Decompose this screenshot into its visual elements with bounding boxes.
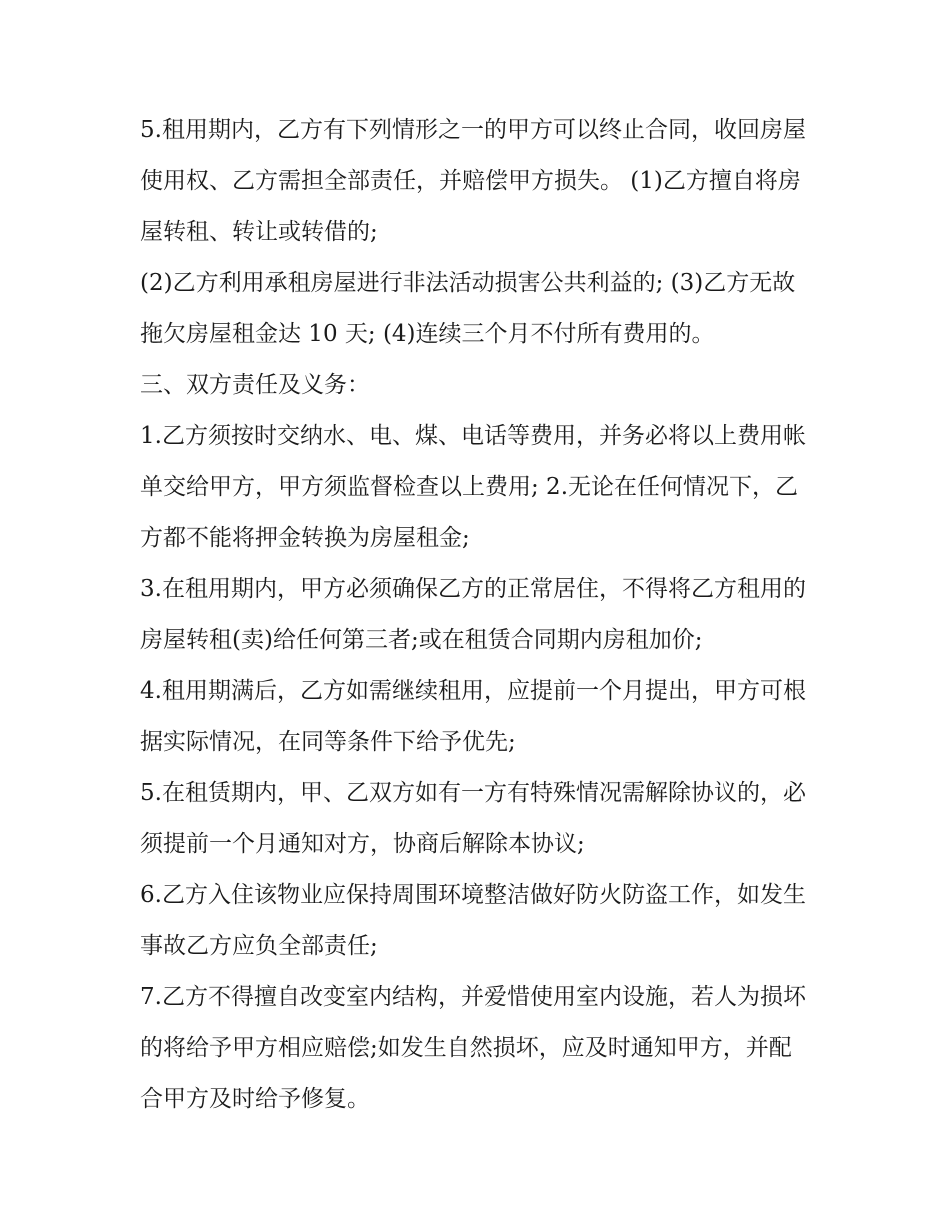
paragraph-clause-5: 5.在租赁期内，甲、乙双方如有一方有特殊情况需解除协议的，必须提前一个月通知对方，协商后解除本协议; — [140, 780, 806, 857]
paragraph-clause-7: 7.乙方不得擅自改变室内结构，并爱惜使用室内设施，若人为损坏的将给予甲方相应赔偿;如发生自然损坏，应及时通知甲方，并配合甲方及时给予修复。 — [140, 984, 806, 1112]
paragraph-clause-1-2: 1.乙方须按时交纳水、电、煤、电话等费用，并务必将以上费用帐单交给甲方，甲方须监督检查以上费用; 2.无论在任何情况下，乙方都不能将押金转换为房屋租金; — [140, 423, 806, 551]
paragraph-termination-conditions: 5.租用期内，乙方有下列情形之一的甲方可以终止合同，收回房屋使用权、乙方需担全部责任，并赔偿甲方损失。 (1)乙方擅自将房屋转租、转让或转借的; — [140, 117, 806, 245]
document-body — [140, 105, 812, 1125]
paragraph-termination-conditions-continued: (2)乙方利用承租房屋进行非法活动损害公共利益的; (3)乙方无故拖欠房屋租金达 10 天; (4)连续三个月不付所有费用的。 — [140, 270, 796, 347]
paragraph-clause-4: 4.租用期满后，乙方如需继续租用，应提前一个月提出，甲方可根据实际情况，在同等条件下给予优先; — [140, 678, 806, 755]
paragraph-clause-6: 6.乙方入住该物业应保持周围环境整洁做好防火防盗工作，如发生事故乙方应负全部责任; — [140, 882, 806, 959]
paragraph-clause-3: 3.在租用期内，甲方必须确保乙方的正常居住，不得将乙方租用的房屋转租(卖)给任何第三者;或在租赁合同期内房租加价; — [140, 576, 806, 653]
section-heading-responsibilities: 三、双方责任及义务： — [140, 372, 370, 398]
